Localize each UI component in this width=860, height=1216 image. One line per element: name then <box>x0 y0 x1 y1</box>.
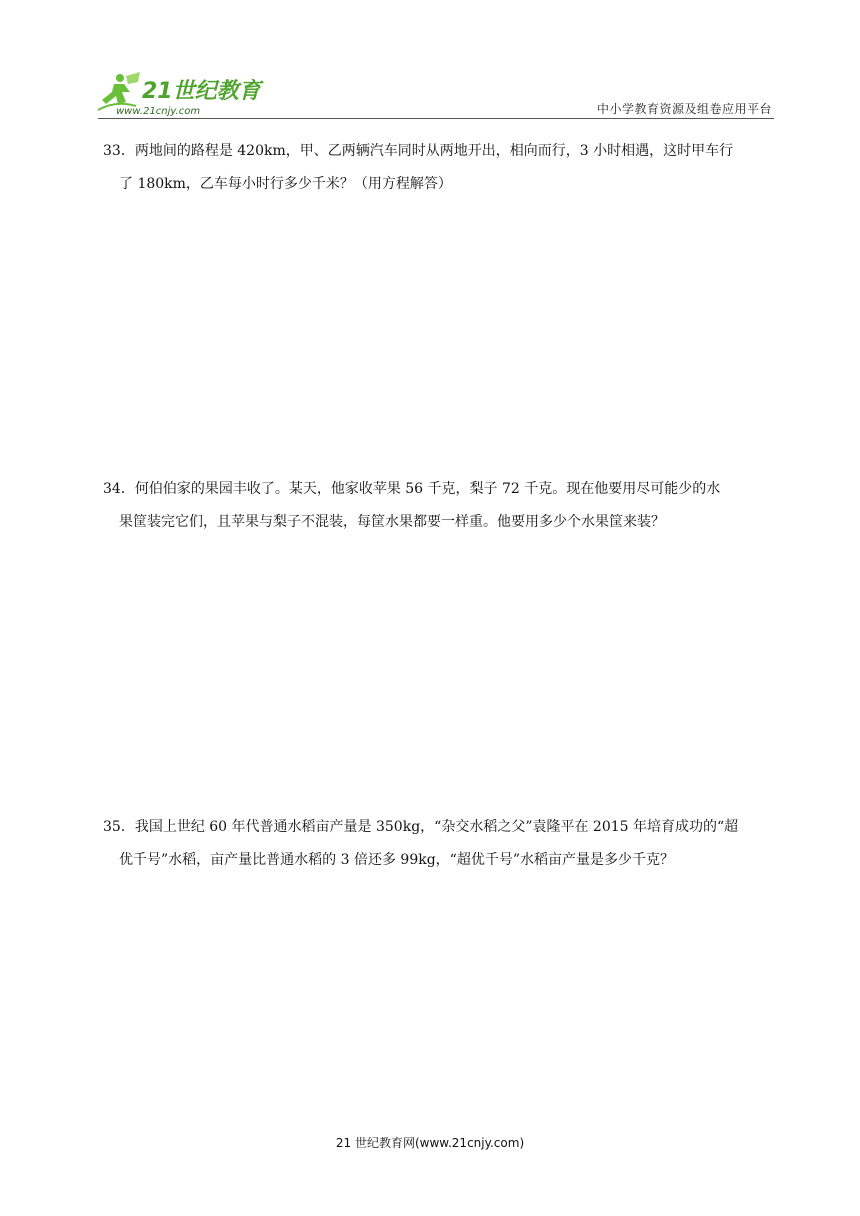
question-text-line2: 了 180km，乙车每小时行多少千米？（用方程解答） <box>119 176 452 192</box>
question-number: 35． <box>103 819 135 835</box>
svg-text:www.21cnjy.com: www.21cnjy.com <box>116 106 201 116</box>
question-number: 34． <box>103 481 135 497</box>
page-footer: 21 世纪教育网(www.21cnjy.com) <box>335 1136 525 1150</box>
site-logo <box>96 70 266 116</box>
question-text-line1: 两地间的路程是 420km，甲、乙两辆汽车同时从两地开出，相向而行，3 小时相遇，这时甲车行 <box>134 143 734 159</box>
header-divider <box>98 118 774 119</box>
question-text-line1: 我国上世纪 60 年代普通水稻亩产量是 350kg，“杂交水稻之父”袁隆平在 2015 年培育成功的“超 <box>134 819 739 835</box>
question-35 <box>103 811 783 877</box>
question-text-line1: 何伯伯家的果园丰收了。某天，他家收苹果 56 千克，梨子 72 千克。现在他要用尽可能少的水 <box>134 481 721 497</box>
question-33 <box>103 135 783 201</box>
question-number: 33． <box>103 143 135 159</box>
svg-text:21世纪教育: 21世纪教育 <box>142 79 261 104</box>
question-text-line2: 优千号”水稻，亩产量比普通水稻的 3 倍还多 99kg，“超优千号”水稻亩产量是多少千克？ <box>119 852 674 868</box>
runner-logo-icon <box>96 70 266 116</box>
question-text-line2: 果筐装完它们，且苹果与梨子不混装，每筐水果都要一样重。他要用多少个水果筐来装？ <box>119 514 665 530</box>
question-34 <box>103 473 783 539</box>
platform-title: 中小学教育资源及组卷应用平台 <box>596 102 772 116</box>
